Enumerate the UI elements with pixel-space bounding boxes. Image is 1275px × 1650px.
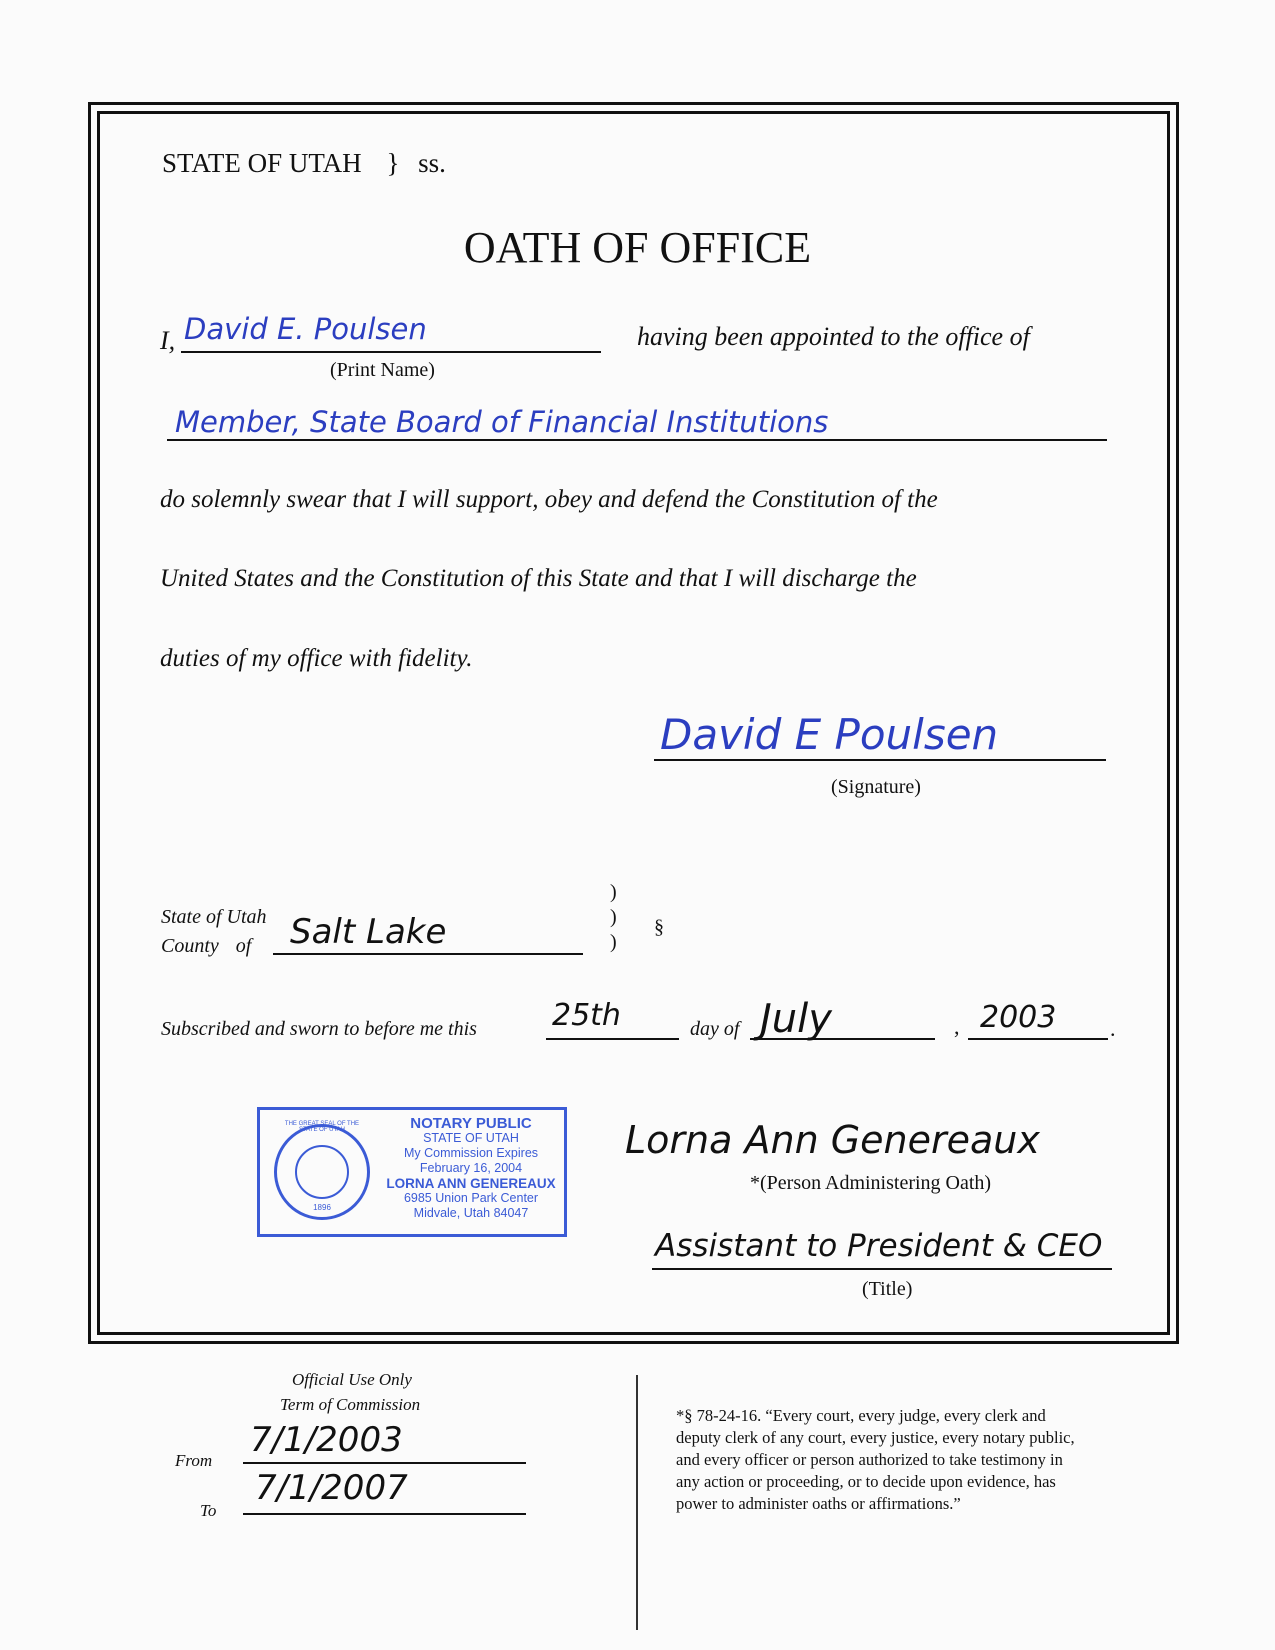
vertical-divider [636,1375,638,1630]
venue-county-label [161,935,251,958]
to-line [243,1513,526,1515]
year-line [968,1038,1108,1040]
stamp-line: Midvale, Utah 84047 [413,1206,529,1220]
section-symbol: § [654,916,664,938]
county-word: County [161,935,219,957]
state-name: STATE OF UTAH [162,148,362,178]
from-line [243,1462,526,1464]
administrator-label: *(Person Administering Oath) [750,1172,992,1194]
footnote-line: any action or proceeding, or to decide upon evidence, has [676,1472,1056,1491]
office-line [167,439,1107,441]
paren: ) [610,881,617,903]
period: . [1110,1016,1116,1041]
month-line [750,1038,935,1040]
stamp-line: My Commission Expires [403,1146,539,1160]
page-title: OATH OF OFFICE [463,223,812,272]
day-line [546,1038,679,1040]
paren: ) [610,931,617,953]
title-line [652,1268,1112,1270]
seal-text: THE GREAT SEAL OF THE STATE OF UTAH [284,1121,360,1133]
day-of-text: day of [690,1018,740,1040]
from-label: From [175,1451,213,1470]
term-heading: Term of Commission [280,1395,421,1414]
i-prefix: I, [160,326,176,355]
from-handwritten: 7/1/2003 [250,1420,403,1460]
footnote-line: power to administer oaths or affirmations.” [676,1494,961,1513]
name-line [181,351,601,353]
signature-line [654,759,1106,761]
stamp-line: NOTARY PUBLIC [410,1115,532,1132]
name-handwritten: David E. Poulsen [184,312,427,346]
statute-footnote [676,1405,1075,1515]
paren: ) [610,906,617,928]
to-label: To [200,1501,217,1520]
seal-center-icon [295,1145,349,1199]
venue-state: State of Utah [161,906,267,928]
stamp-line: STATE OF UTAH [423,1131,519,1145]
office-handwritten: Member, State Board of Financial Institutions [175,405,829,439]
month-handwritten: July [760,996,832,1042]
stamp-text [380,1116,562,1221]
year-handwritten: 2003 [980,1000,1057,1035]
subscribed-text: Subscribed and sworn to before me this [161,1018,477,1040]
stamp-line: 6985 Union Park Center [403,1191,539,1205]
signature-handwritten: David E Poulsen [660,710,999,759]
county-handwritten: Salt Lake [290,912,447,952]
notary-stamp [257,1107,567,1237]
oath-line-3: duties of my office with fidelity. [160,645,473,672]
brace: } [386,148,400,178]
print-name-label: (Print Name) [330,359,435,381]
appointed-text: having been appointed to the office of [637,322,1030,351]
venue-parens [610,880,617,955]
seal-year: 1896 [313,1203,331,1212]
state-seal [274,1121,370,1220]
title-handwritten: Assistant to President & CEO [655,1228,1103,1264]
state-header [162,148,446,179]
oath-line-1: do solemnly swear that I will support, obey and defend the Constitution of the [160,486,938,513]
oath-line-2: United States and the Constitution of this State and that I will discharge the [160,565,917,592]
footnote-line: *§ 78-24-16. “Every court, every judge, every clerk and [676,1406,1046,1425]
to-handwritten: 7/1/2007 [255,1468,408,1508]
comma: , [954,1014,960,1039]
ss-label: ss. [418,148,446,178]
day-handwritten: 25th [552,998,621,1033]
footnote-line: deputy clerk of any court, every justice, every notary public, [676,1428,1075,1447]
stamp-line: February 16, 2004 [419,1161,523,1175]
county-of: of [235,935,252,957]
administrator-signature: Lorna Ann Genereaux [625,1118,1040,1162]
official-use-heading: Official Use Only [292,1370,412,1389]
footnote-line: and every officer or person authorized to take testimony in [676,1450,1063,1469]
county-line [273,953,583,955]
title-label: (Title) [862,1278,913,1300]
stamp-line: LORNA ANN GENEREAUX [386,1176,556,1191]
signature-label: (Signature) [831,776,921,798]
